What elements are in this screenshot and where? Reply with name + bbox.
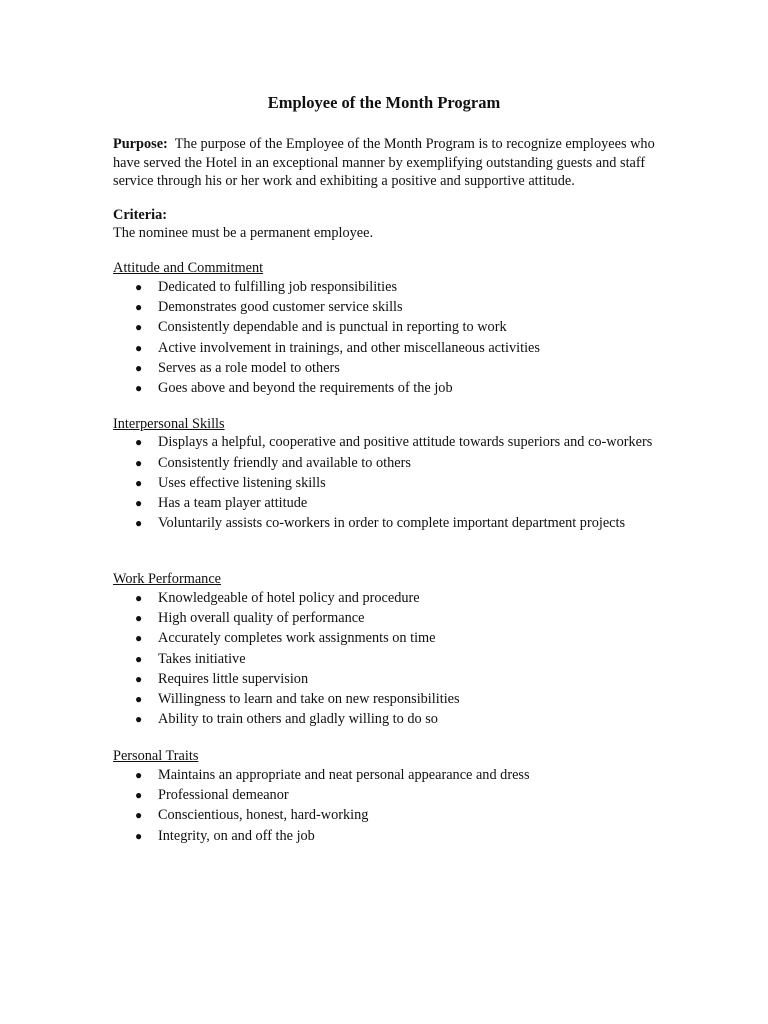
- list-item-text: Active involvement in trainings, and other miscellaneous activities: [158, 339, 540, 356]
- list-item: [113, 493, 673, 513]
- bullet-icon: ●: [135, 828, 143, 843]
- list-item-text: Consistently friendly and available to others: [158, 454, 411, 471]
- list-item-text: Integrity, on and off the job: [158, 827, 315, 844]
- bullet-icon: ●: [135, 768, 143, 782]
- list-item: [113, 317, 673, 337]
- list-item-text: Uses effective listening skills: [158, 474, 326, 491]
- list-item: [113, 433, 673, 453]
- bullet-icon: ●: [135, 455, 143, 470]
- section-title: Work Performance: [113, 571, 222, 587]
- bullet-icon: ●: [135, 381, 143, 396]
- bullet-icon: ●: [135, 671, 143, 686]
- list-item: [113, 338, 673, 358]
- bullet-list: [113, 277, 673, 398]
- list-item: [113, 649, 673, 669]
- bullet-icon: ●: [135, 495, 143, 510]
- list-item: [113, 826, 673, 846]
- section-title: Attitude and Commitment: [113, 260, 264, 276]
- list-item-text: Displays a helpful, cooperative and positive attitude towards superiors and co-workers: [158, 434, 653, 450]
- list-item: [113, 453, 673, 473]
- list-item-text: Demonstrates good customer service skills: [158, 299, 403, 316]
- section-personal-traits: [113, 747, 673, 846]
- purpose-label: Purpose:: [113, 136, 168, 152]
- bullet-icon: ●: [135, 631, 143, 646]
- bullet-list: [113, 588, 673, 729]
- nominee-text: The nominee must be a permanent employee.: [113, 225, 374, 241]
- purpose-paragraph: [113, 135, 673, 191]
- bullet-icon: ●: [135, 692, 143, 707]
- list-item: [113, 513, 673, 533]
- list-item: [113, 588, 673, 608]
- bullet-icon: ●: [135, 300, 143, 315]
- criteria-label: Criteria:: [113, 207, 167, 223]
- list-item-text: Professional demeanor: [158, 787, 289, 804]
- list-item: [113, 628, 673, 648]
- bullet-icon: ●: [135, 808, 143, 823]
- section-work-performance: [113, 570, 673, 729]
- section-attitude-and-commitment: [113, 259, 673, 398]
- bullet-icon: ●: [135, 712, 143, 727]
- bullet-icon: ●: [135, 435, 143, 449]
- list-item-text: Maintains an appropriate and neat personal appearance and dress: [158, 767, 530, 783]
- bullet-icon: ●: [135, 591, 143, 605]
- bullet-icon: ●: [135, 320, 143, 335]
- list-item-text: Dedicated to fulfilling job responsibilities: [158, 279, 398, 295]
- bullet-icon: ●: [135, 788, 143, 803]
- purpose-text: The purpose of the Employee of the Month Program is to recognize employees who have served the Hotel in an exceptional manner by exemplifying outstanding guests and staff service through his or her work and exhibiting a positive and supportive attitude.: [113, 136, 655, 189]
- list-item-text: Goes above and beyond the requirements of the job: [158, 380, 453, 397]
- list-item-text: Requires little supervision: [158, 670, 309, 687]
- section-title: Personal Traits: [113, 748, 199, 764]
- list-item-text: Takes initiative: [158, 650, 246, 667]
- list-item-text: Willingness to learn and take on new responsibilities: [158, 691, 460, 708]
- bullet-list: [113, 433, 673, 533]
- list-item: [113, 608, 673, 628]
- section-title: Interpersonal Skills: [113, 416, 225, 432]
- bullet-icon: ●: [135, 516, 143, 531]
- list-item-text: Voluntarily assists co-workers in order to complete important department projects: [158, 515, 626, 532]
- list-item-text: Ability to train others and gladly willing to do so: [158, 711, 438, 728]
- list-item: [113, 765, 673, 785]
- bullet-icon: ●: [135, 280, 143, 294]
- list-item-text: Has a team player attitude: [158, 494, 308, 511]
- list-item: [113, 277, 673, 297]
- list-item-text: High overall quality of performance: [158, 610, 365, 627]
- list-item: [113, 689, 673, 709]
- list-item: [113, 473, 673, 493]
- list-item-text: Accurately completes work assignments on time: [158, 630, 436, 647]
- bullet-icon: ●: [135, 360, 143, 375]
- list-item: [113, 297, 673, 317]
- list-item-text: Knowledgeable of hotel policy and procedure: [158, 590, 420, 606]
- bullet-icon: ●: [135, 611, 143, 626]
- list-item: [113, 358, 673, 378]
- list-item: [113, 378, 673, 398]
- list-item-text: Consistently dependable and is punctual in reporting to work: [158, 319, 507, 336]
- bullet-icon: ●: [135, 340, 143, 355]
- list-item: [113, 709, 673, 729]
- list-item: [113, 785, 673, 805]
- list-item: [113, 669, 673, 689]
- list-item-text: Conscientious, honest, hard-working: [158, 807, 369, 824]
- bullet-icon: ●: [135, 651, 143, 666]
- section-interpersonal-skills: [113, 415, 673, 533]
- list-item-text: Serves as a role model to others: [158, 359, 340, 376]
- list-item: [113, 805, 673, 825]
- bullet-list: [113, 765, 673, 846]
- page-title: Employee of the Month Program: [267, 93, 501, 112]
- bullet-icon: ●: [135, 475, 143, 490]
